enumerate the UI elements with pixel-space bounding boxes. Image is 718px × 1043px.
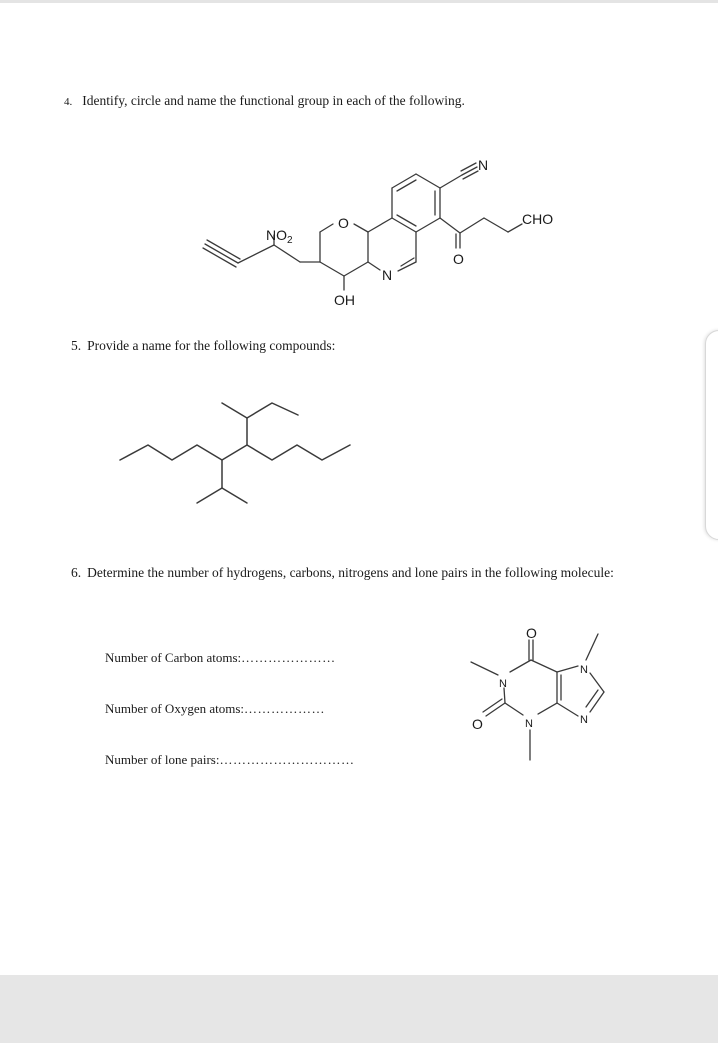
question-6-number: 6.: [71, 565, 82, 580]
left-oxygen-label: O: [472, 716, 483, 732]
ring-nitrogen-label: N: [382, 267, 393, 283]
question-5-number: 5.: [71, 338, 82, 353]
top-oxygen-label: O: [526, 625, 537, 641]
lone-pair-count-label: Number of lone pairs:: [105, 752, 220, 767]
n3-label: N: [525, 718, 533, 730]
aldehyde-label: CHO: [522, 211, 554, 227]
ketone-oxygen-label: O: [453, 251, 464, 267]
question-5-text: Provide a name for the following compounds:: [87, 338, 336, 353]
carbon-count-label: Number of Carbon atoms:: [105, 650, 242, 665]
nitrile-nitrogen-label: N: [478, 157, 489, 173]
n1-label: N: [499, 678, 507, 690]
n7-label: N: [580, 664, 588, 676]
carbon-count-blank[interactable]: …………………: [241, 650, 336, 665]
ring-oxygen-label: O: [338, 215, 349, 231]
bottom-bar: [0, 975, 718, 1043]
question-4-number: 4.: [64, 96, 73, 108]
lone-pair-count-blank[interactable]: …………………………: [219, 752, 355, 767]
oxygen-count-label: Number of Oxygen atoms:: [105, 701, 245, 716]
n9-label: N: [580, 714, 588, 726]
question-4-text: Identify, circle and name the functional group in each of the following.: [82, 93, 465, 108]
hydroxyl-label: OH: [334, 292, 355, 308]
oxygen-count-blank[interactable]: ………………: [244, 701, 326, 716]
question-6-text: Determine the number of hydrogens, carbons, nitrogens and lone pairs in the following molecule:: [87, 565, 614, 580]
nitro-group-label: $NO_2$: [266, 227, 293, 246]
